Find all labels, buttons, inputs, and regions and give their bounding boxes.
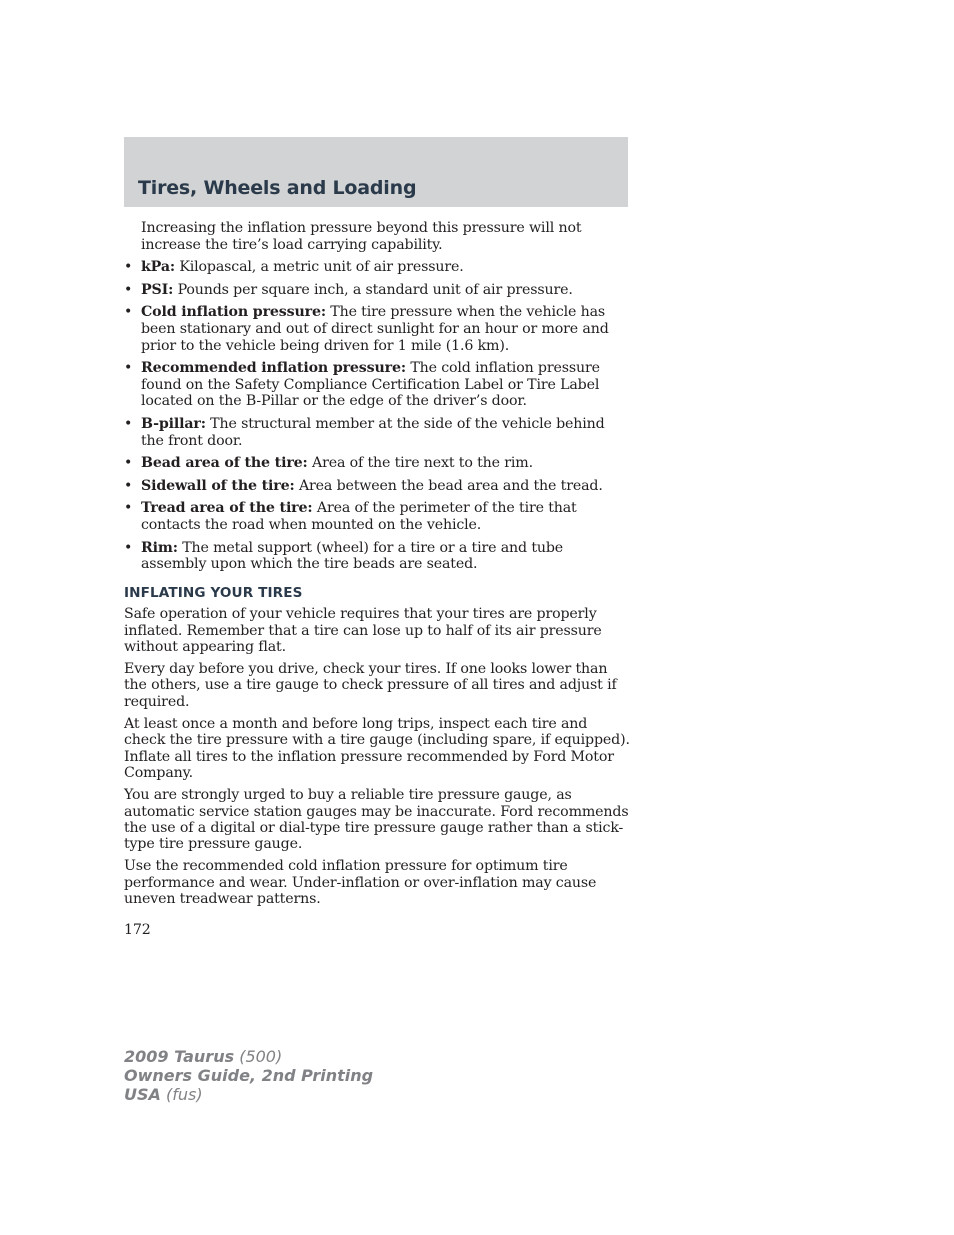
footer-market: USA: [124, 1085, 161, 1104]
intro-paragraph: Increasing the inflation pressure beyond this pressure will not increase the tire’s load carrying capability.: [141, 220, 582, 253]
definition-item: [124, 282, 630, 299]
bullet-icon: •: [124, 281, 133, 298]
body-paragraph: Safe operation of your vehicle requires that your tires are properly inflated. Remember that a tire can lose up to half of its air pressure without appearing flat.: [124, 606, 602, 655]
bullet-icon: •: [124, 304, 133, 321]
document-footer: [124, 1047, 373, 1104]
definition-text: Area of the perimeter of the tire that contacts the road when mounted on the vehicle.: [141, 500, 577, 533]
footer-model: 2009 Taurus: [124, 1047, 235, 1066]
bullet-icon: •: [124, 415, 133, 432]
definition-text: Pounds per square inch, a standard unit of air pressure.: [173, 281, 573, 298]
section-header-band: [124, 137, 628, 207]
footer-guide: Owners Guide, 2nd Printing: [124, 1066, 374, 1085]
definition-item: [124, 259, 630, 276]
definition-term: B-pillar:: [141, 415, 206, 432]
page-number: 172: [124, 922, 151, 939]
bullet-icon: •: [124, 455, 133, 472]
definition-term: Bead area of the tire:: [141, 455, 308, 472]
bullet-icon: •: [124, 477, 133, 494]
definition-term: Recommended inflation pressure:: [141, 360, 406, 377]
definition-text: The metal support (wheel) for a tire or a tire and tube assembly upon which the tire beads are seated.: [141, 539, 564, 573]
footer-market-code: (fus): [160, 1085, 203, 1104]
page-title: Tires, Wheels and Loading: [138, 177, 417, 199]
definition-term: Tread area of the tire:: [141, 500, 313, 517]
section-heading: INFLATING YOUR TIRES: [124, 584, 303, 601]
footer-model-line: [124, 1047, 373, 1066]
definition-item: [124, 478, 630, 495]
definition-text: Area between the bead area and the tread.: [294, 477, 603, 494]
bullet-icon: •: [124, 259, 133, 276]
definition-term: PSI:: [141, 281, 174, 298]
definition-text: The structural member at the side of the vehicle behind the front door.: [141, 415, 605, 449]
definition-term: Rim:: [141, 539, 178, 556]
definition-text: Area of the tire next to the rim.: [307, 455, 533, 472]
definition-term: kPa:: [141, 259, 175, 276]
definition-term: Cold inflation pressure:: [141, 304, 326, 321]
footer-market-line: [124, 1085, 373, 1104]
body-content: [124, 220, 630, 939]
bullet-icon: •: [124, 360, 133, 377]
definition-item: [124, 416, 630, 449]
bullet-icon: •: [124, 500, 133, 517]
definition-text: Kilopascal, a metric unit of air pressure.: [174, 259, 464, 276]
bullet-icon: •: [124, 539, 133, 556]
definition-item: [124, 304, 630, 354]
definition-text: The cold inflation pressure found on the Safety Compliance Certification Label or Tire Label located on the B-Pillar or the edge of the driver’s door.: [141, 360, 600, 410]
body-paragraph: Use the recommended cold inflation pressure for optimum tire performance and wear. Under-inflation or over-inflation may cause uneven treadwear patterns.: [124, 858, 597, 908]
definition-term: Sidewall of the tire:: [141, 477, 295, 494]
definition-text: The tire pressure when the vehicle has been stationary and out of direct sunlight for an hour or more and prior to the vehicle being driven for 1 mile (1.6 km).: [141, 304, 609, 354]
body-paragraph: Every day before you drive, check your tires. If one looks lower than the others, use a tire gauge to check pressure of all tires and adjust if required.: [124, 661, 617, 710]
definition-item: [124, 500, 630, 533]
definition-item: [124, 540, 630, 573]
definition-list: [124, 259, 630, 573]
body-paragraph: You are strongly urged to buy a reliable tire pressure gauge, as automatic service station gauges may be inaccurate. Ford recommends the use of a digital or dial-type tire pressure gauge rather than a stick-type tire pressure gauge.: [124, 787, 629, 853]
footer-model-code: (500): [234, 1047, 283, 1066]
body-paragraph: At least once a month and before long trips, inspect each tire and check the tire pressure with a tire gauge (including spare, if equipped). Inflate all tires to the inflation pressure recommended by Ford Motor Company.: [124, 716, 630, 781]
definition-item: [124, 360, 630, 410]
definition-item: [124, 455, 630, 472]
